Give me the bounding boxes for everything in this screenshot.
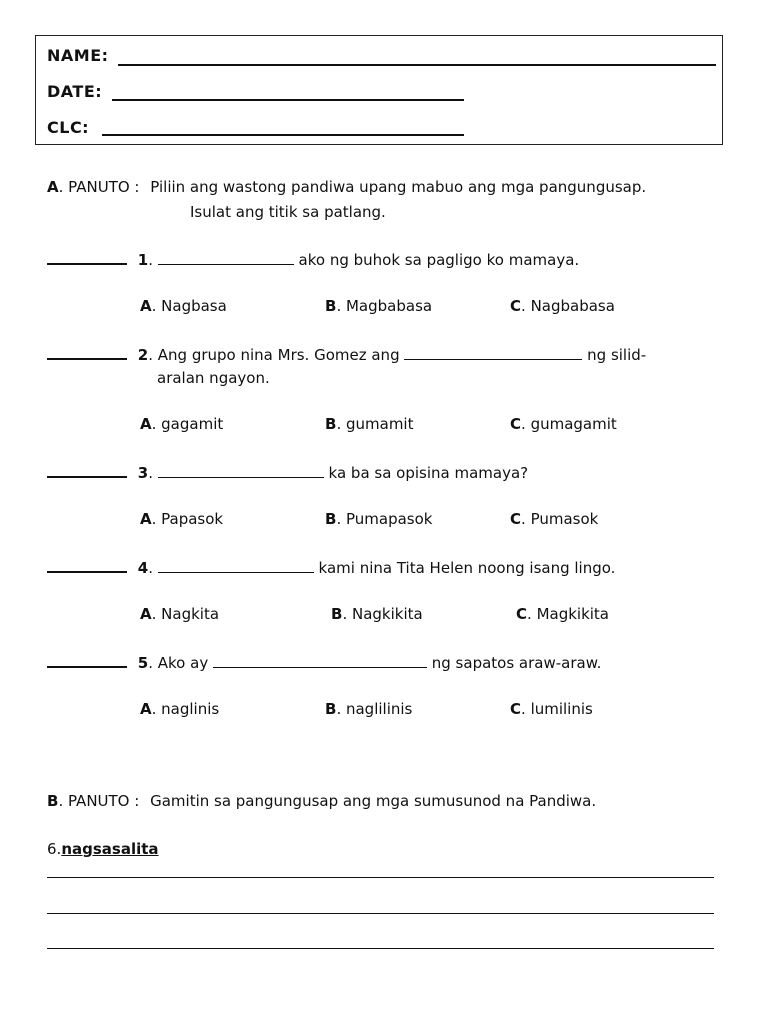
item-6 <box>47 840 159 858</box>
answer-blank-4[interactable] <box>47 557 127 573</box>
choice-c[interactable]: C. gumagamit <box>510 415 617 433</box>
writing-line-1[interactable] <box>47 877 714 878</box>
section-b-letter: B <box>47 792 59 810</box>
item-6-word: nagsasalita <box>61 840 159 858</box>
answer-blank-2[interactable] <box>47 344 127 360</box>
question-number: 5 <box>137 654 149 672</box>
question-4: 4. kami nina Tita Helen noong isang lingo. <box>47 557 615 577</box>
question-text-before: Ang grupo nina Mrs. Gomez ang <box>157 346 400 364</box>
choice-b[interactable]: B. Pumapasok <box>325 510 433 528</box>
student-info-box <box>35 35 723 145</box>
section-a-panuto-label: . PANUTO : <box>58 178 140 196</box>
section-b-instruction <box>47 792 596 810</box>
question-number: 4 <box>137 559 149 577</box>
section-a-instruction <box>47 178 646 196</box>
choice-b[interactable]: B. naglilinis <box>325 700 413 718</box>
question-text: ako ng buhok sa pagligo ko mamaya. <box>298 251 580 269</box>
answer-blank-3[interactable] <box>47 462 127 478</box>
writing-line-2[interactable] <box>47 913 714 914</box>
choice-c[interactable]: C. Nagbabasa <box>510 297 615 315</box>
section-a-instruction-line1: Piliin ang wastong pandiwa upang mabuo ang mga pangungusap. <box>150 178 647 196</box>
item-6-number: 6. <box>47 840 62 858</box>
question-text-before: Ako ay <box>157 654 209 672</box>
question-3: 3. ka ba sa opisina mamaya? <box>47 462 528 482</box>
choice-c[interactable]: C. lumilinis <box>510 700 593 718</box>
choice-b[interactable]: B. gumamit <box>325 415 414 433</box>
choice-a[interactable]: A. Papasok <box>140 510 224 528</box>
fill-blank <box>158 463 324 478</box>
question-1: 1. ako ng buhok sa pagligo ko mamaya. <box>47 249 579 269</box>
section-a-letter: A <box>47 178 59 196</box>
fill-blank <box>404 345 582 360</box>
answer-blank-1[interactable] <box>47 249 127 265</box>
writing-line-3[interactable] <box>47 948 714 949</box>
choice-a[interactable]: A. Nagkita <box>140 605 220 623</box>
question-text: kami nina Tita Helen noong isang lingo. <box>318 559 616 577</box>
fill-blank <box>213 653 427 668</box>
section-b-panuto-label: . PANUTO : <box>58 792 140 810</box>
date-label: DATE: <box>47 82 103 101</box>
choice-a[interactable]: A. naglinis <box>140 700 220 718</box>
answer-blank-5[interactable] <box>47 652 127 668</box>
fill-blank <box>158 558 314 573</box>
question-number: 3 <box>137 464 149 482</box>
choice-b[interactable]: B. Magbabasa <box>325 297 433 315</box>
name-label: NAME: <box>47 46 109 65</box>
question-continuation: aralan ngayon. <box>157 369 270 387</box>
choice-b[interactable]: B. Nagkikita <box>331 605 423 623</box>
clc-field[interactable] <box>102 134 464 136</box>
section-b-instruction-text: Gamitin sa pangungusap ang mga sumusunod na Pandiwa. <box>150 792 597 810</box>
clc-label: CLC: <box>47 118 90 137</box>
section-a-instruction-line2: Isulat ang titik sa patlang. <box>190 203 386 221</box>
question-text: ka ba sa opisina mamaya? <box>328 464 529 482</box>
question-text-after: ng silid- <box>587 346 647 364</box>
question-2: 2. Ang grupo nina Mrs. Gomez ang ng silid- <box>47 344 646 364</box>
choice-a[interactable]: A. gagamit <box>140 415 224 433</box>
fill-blank <box>158 250 294 265</box>
question-text-after: ng sapatos araw-araw. <box>431 654 602 672</box>
choice-c[interactable]: C. Pumasok <box>510 510 599 528</box>
question-5: 5. Ako ay ng sapatos araw-araw. <box>47 652 601 672</box>
choice-a[interactable]: A. Nagbasa <box>140 297 227 315</box>
question-number: 1 <box>137 251 149 269</box>
name-field[interactable] <box>118 64 716 66</box>
question-number: 2 <box>137 346 149 364</box>
date-field[interactable] <box>112 99 464 101</box>
choice-c[interactable]: C. Magkikita <box>516 605 609 623</box>
